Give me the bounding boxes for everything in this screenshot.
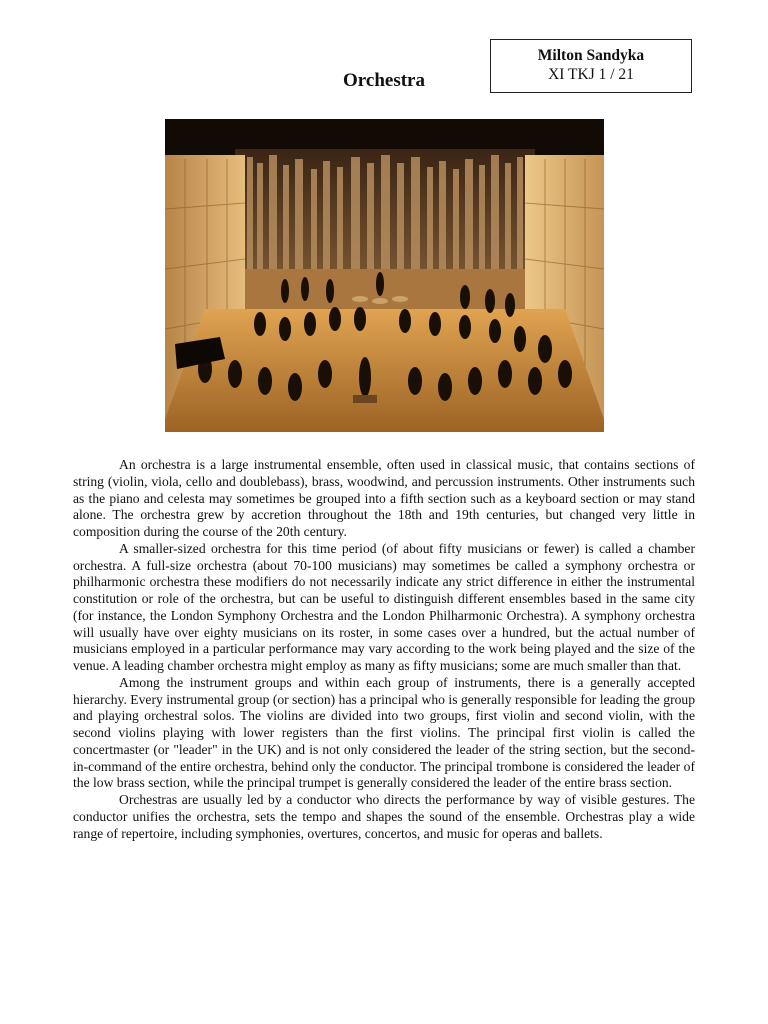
paragraph: Among the instrument groups and within each group of instruments, there is a generally accepted hierarchy. Every instrumental group (or section) has a principal who is generally responsible for leading the group and playing orchestral solos. The violins are divided into two groups, first violin and second violin, with the second violins playing with lower registers than the first violins. The principal first violin is called the concertmaster (or "leader" in the UK) and is not only considered the leader of the string section, but the second-in-command of the entire orchestra, behind only the conductor. The principal trombone is considered the leader of the low brass section, while the principal trumpet is generally considered the leader of the entire brass section. [73,674,695,791]
orchestra-photo [165,119,604,432]
orchestra-illustration [165,119,604,432]
conductor [359,357,371,397]
article-body [73,457,695,842]
paragraph: An orchestra is a large instrumental ensemble, often used in classical music, that contains sections of string (violin, viola, cello and doublebass), brass, woodwind, and percussion instruments. Other instruments such as the piano and celesta may sometimes be grouped into a fifth section such as a keyboard section or may stand alone. The orchestra grew by accretion throughout the 18th and 19th centuries, but changed very little in composition during the course of the 20th century. [73,457,695,539]
paragraph: A smaller-sized orchestra for this time period (of about fifty musicians or fewer) is called a chamber orchestra. A full-size orchestra (about 70-100 musicians) may sometimes be called a symphony orchestra or philharmonic orchestra these modifiers do not necessarily indicate any strict difference in either the instrumental constitution or role of the orchestra, but can be useful to distinguish different ensembles based in the same city (for instance, the London Symphony Orchestra and the London Philharmonic Orchestra). A symphony orchestra will usually have over eighty musicians on its roster, in some cases over a hundred, but the actual number of musicians employed in a particular performance may vary according to the work being played and the size of the venue. A leading chamber orchestra might employ as many as fifty musicians; some are much smaller than that. [73,540,695,673]
paragraph: Orchestras are usually led by a conductor who directs the performance by way of visible gestures. The conductor unifies the orchestra, sets the tempo and shapes the sound of the ensemble. Orchestras play a wide range of repertoire, including symphonies, overtures, concertos, and music for operas and ballets. [73,792,695,841]
organ-pipes [247,155,523,277]
author-name: Milton Sandyka [537,47,645,64]
page-title-text: Orchestra [343,70,425,91]
page-title [0,70,768,92]
author-class: XI TKJ 1 / 21 [548,66,634,83]
